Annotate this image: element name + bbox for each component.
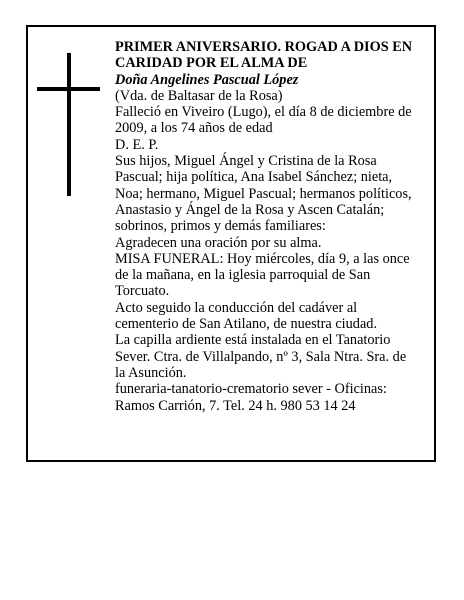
deceased-name: Doña Angelines Pascual López	[115, 71, 299, 88]
cross-vertical-bar	[67, 53, 71, 196]
procession-info: Acto seguido la conducción del cadáver al cementerio de San Atilano, de nuestra ciudad.	[115, 299, 378, 333]
funeral-home-info: funeraria-tanatorio-crematorio sever - Oficinas: Ramos Carrión, 7. Tel. 24 h. 980 53 14 24	[115, 381, 387, 414]
mass-info: MISA FUNERAL: Hoy miércoles, día 9, a las once de la mañana, en la iglesia parroquial de San Torcuato.	[115, 250, 410, 300]
chapel-info: La capilla ardiente está instalada en el Tanatorio Sever. Ctra. de Villalpando, nº 3, Sala Ntra. Sra. de la Asunción.	[115, 332, 407, 381]
notice-heading: PRIMER ANIVERSARIO. ROGAD A DIOS EN CARIDAD POR EL ALMA DE	[115, 39, 413, 72]
death-info: Falleció en Viveiro (Lugo), el día 8 de diciembre de 2009, a los 74 años de edad	[115, 104, 412, 137]
obituary-text	[115, 39, 415, 414]
rip-text: D. E. P.	[115, 136, 159, 153]
cross-horizontal-bar	[37, 87, 100, 91]
family-list: Sus hijos, Miguel Ángel y Cristina de la Rosa Pascual; hija política, Ana Isabel Sánchez; nieta, Noa; hermano, Miguel Pascual; hermanos políticos, Anastasio y Ángel de la Rosa y Ascen Catalán; sobrinos, primos y demás familiares:	[115, 153, 412, 235]
widow-of: (Vda. de Baltasar de la Rosa)	[115, 87, 283, 104]
thanks-text: Agradecen una oración por su alma.	[115, 234, 322, 251]
